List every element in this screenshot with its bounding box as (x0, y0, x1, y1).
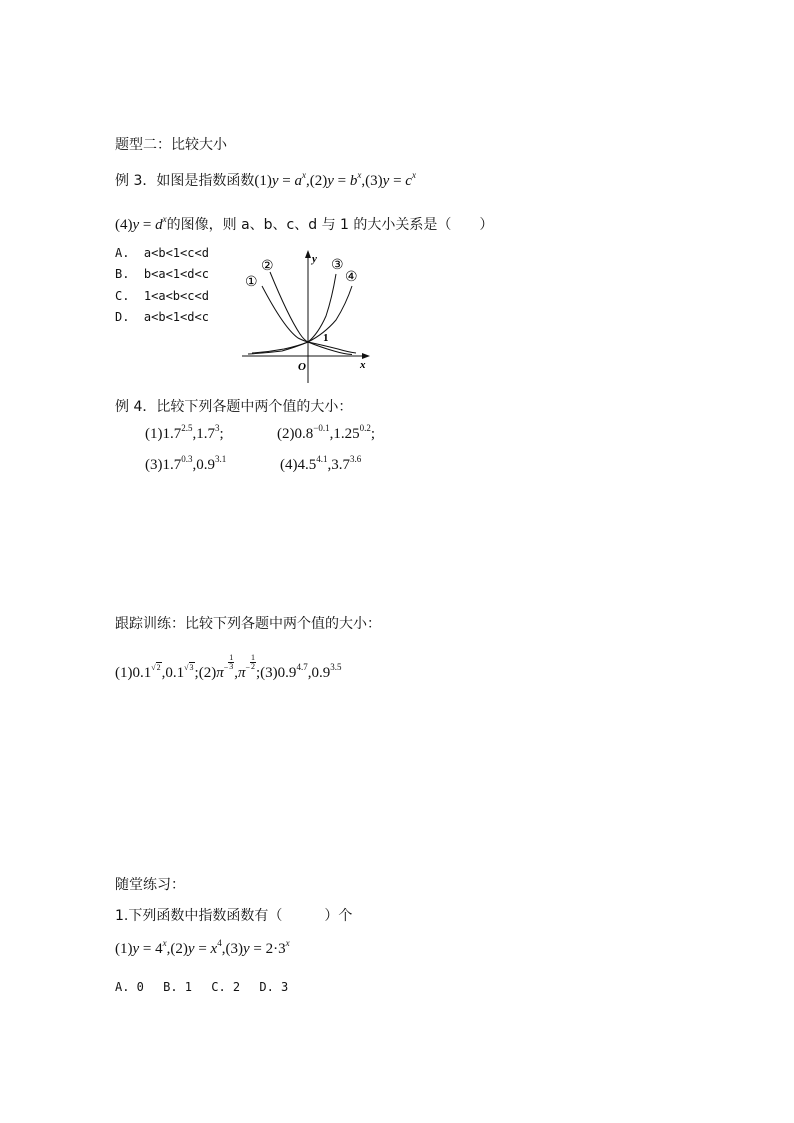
one-label: 1 (323, 332, 329, 344)
ex4-item-3: $(3)1.7^{0.3},0.9^{3.1}$ (145, 454, 227, 473)
label-curve-2: ② (261, 259, 274, 274)
option-a[interactable]: A. a<b<1<c<d (115, 246, 209, 260)
label-curve-3: ③ (331, 258, 344, 273)
y-axis-arrow (305, 250, 311, 258)
option-d[interactable]: D. a<b<1<d<c (115, 310, 209, 324)
x-axis-label: x (360, 359, 366, 371)
y-axis-label: y (312, 253, 317, 265)
practice-q1-functions: $(1)y = 4^x,(2)y = x^4,(3)y = 2\cdot 3^x$ (115, 938, 290, 957)
ex3-line1 (115, 170, 416, 190)
ex4-item-1: $(1)1.7^{2.5},1.7^3$; (145, 423, 224, 442)
origin-label: O (298, 361, 306, 373)
section-title: 题型二：比较大小 (115, 137, 227, 153)
option-b[interactable]: B. b<a<1<d<c (115, 267, 209, 281)
ex3-question: 的图像，则 a、b、c、d 与 1 的大小关系是（ ） (166, 217, 494, 233)
ex3-label: 例 3．如图是指数函数 (115, 173, 255, 189)
follow-expression: $(1)0.1^{√2},0.1^{√3};(2)\pi^{- \frac{1}{3}}$ $,\pi^{- \frac{1}{2}}$ $;(3)0.9^{4.7},0.9^{3.5}$ (115, 653, 342, 681)
practice-label: 随堂练习： (115, 877, 185, 893)
ex3-func-1: $(1)y = a^x$ (254, 170, 306, 189)
ex4-item-4: $(4)4.5^{4.1},3.7^{3.6}$ (280, 454, 362, 473)
ex3-func-3: $,(3)y = c^x$ (361, 170, 416, 189)
practice-q1: 1.下列函数中指数函数有（ ）个 (115, 908, 353, 924)
ex4-label: 例 4．比较下列各题中两个值的大小： (115, 399, 353, 415)
curve-4 (248, 286, 352, 354)
follow-label: 跟踪训练：比较下列各题中两个值的大小： (115, 616, 381, 632)
label-curve-4: ④ (345, 270, 358, 285)
ex3-func-2: $,(2)y = b^x$ (306, 170, 362, 189)
exponential-graph (238, 246, 374, 386)
practice-q1-answers[interactable]: A. 0 B. 1 C. 2 D. 3 (115, 980, 289, 994)
option-c[interactable]: C. 1<a<b<c<d (115, 289, 209, 303)
ex3-line2 (115, 214, 493, 234)
label-curve-1: ① (245, 275, 258, 290)
ex3-func-4: $(4)y = d^x$ (115, 214, 167, 233)
ex4-item-2: $(2)0.8^{-0.1},1.25^{0.2}$; (277, 423, 375, 442)
